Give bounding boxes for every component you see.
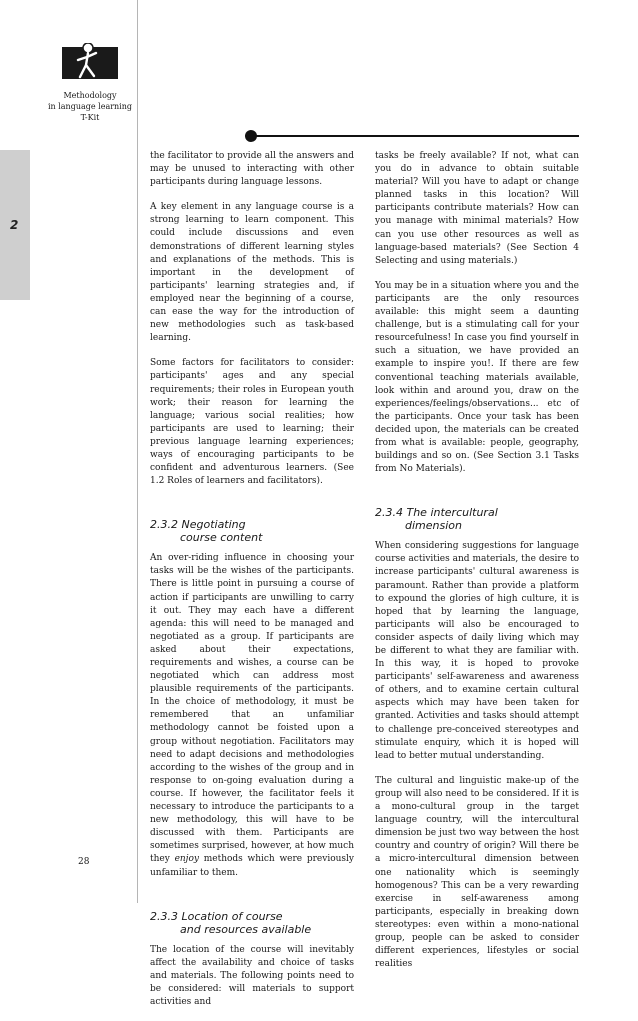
heading-2-3-2-line1: 2.3.2 Negotiating	[150, 518, 246, 532]
heading-2-3-4-line2: dimension	[405, 519, 462, 533]
header-rule-line	[255, 135, 579, 137]
chapter-number: 2	[10, 218, 19, 232]
right-paragraph-1: tasks be freely available? If not, what can you do in advance to obtain suitable material? Will you have to adapt or change planned tasks in this location? Will participants contribute materials? How can you manage with minimal materials? How can you use other resources as well as language-based materials? (See Section 4 Selecting and using materials.)	[375, 151, 579, 266]
page-number: 28	[78, 857, 90, 867]
paragraph-4-text-a: An over-riding influence in choosing your tasks will be the wishes of the participants. There is little point in pursuing a course of action if participants are unwilling to carry it out. They may each have a different agenda: this will need to be managed and negotiated as a group. If participants are asked about their expectations, requirements and wishes, a course can be negotiated which can address most plausible requirements of the participants. In the choice of methodology, it must be remembered that an unfamiliar methodology cannot be foisted upon a group without negotiation. Facilitators may need to adapt decisions and methodologies according to the wishes of the group and in response to on-going evaluation during a course. If however, the facilitator feels it necessary to introduce the participants to a new methodology, this will have to be discussed with them. Participants are sometimes surprised, however, at how much they	[150, 553, 354, 865]
left-paragraph-2: A key element in any language course is a strong learning to learn component. This could include discussions and even demonstrations of different learning styles and explanations of the methods. This is important in the development of participants' learning strategies and, if employed near the beginning of a course, can ease the way for the introduction of new methodologies such as task-based learning.	[150, 202, 354, 344]
right-paragraph-3: When considering suggestions for language course activities and materials, the desire to increase participants' cultural awareness is paramount. Rather than provide a platform to expound the glories of high culture, it is hoped that by learning the language, participants will also be encouraged to consider aspects of daily living which may be different to what they are familiar with. In this way, it is hoped to provoke participants' self-awareness and awareness of others, and to examine certain cultural aspects which may have been taken for granted. Activities and tasks should attempt to challenge pre-conceived stereotypes and stimulate enquiry, which it is hoped will lead to better mutual understanding.	[375, 541, 579, 761]
heading-2-3-4-line1: 2.3.4 The intercultural	[375, 506, 498, 520]
left-text-column	[150, 150, 354, 1021]
section-heading-2-3-4	[375, 506, 579, 532]
t-kit-caption	[42, 90, 138, 123]
t-kit-logo-icon	[62, 43, 118, 81]
kit-caption-line2: in language learning	[47, 102, 133, 111]
kit-caption-line1: Methodology	[63, 91, 117, 100]
paragraph-4-emphasis: enjoy	[174, 854, 199, 865]
left-paragraph-1: the facilitator to provide all the answers and may be unused to interacting with other participants during language lessons.	[150, 151, 354, 188]
section-heading-2-3-2	[150, 518, 354, 544]
margin-divider-line	[137, 0, 138, 903]
paragraph-4-text-b: methods which were previously unfamiliar to them.	[150, 854, 354, 878]
left-paragraph-5: The location of the course will inevitably affect the availability and choice of tasks and materials. The following points need to be considered: will materials to support activities and	[150, 944, 354, 1007]
section-heading-2-3-3	[150, 910, 354, 936]
right-paragraph-2: You may be in a situation where you and the participants are the only resources available: this might seem a daunting challenge, but is a stimulating call for your resourcefulness! In case you find yourself in such a situation, we have provided an example to inspire you!. If there are few conventional teaching materials available, look within and around you, draw on the experiences/feelings/observations... etc of the participants. Once your task has been decided upon, the materials can be created from what is available: people, geography, buildings and so on. (See Section 3.1 Tasks from No Materials).	[375, 280, 579, 475]
heading-2-3-2-line2: course content	[180, 531, 263, 545]
heading-2-3-3-line2: and resources available	[180, 922, 312, 936]
right-paragraph-4: The cultural and linguistic make-up of the group will also need to be considered. If it is a mono-cultural group in the target language country, will the intercultural dimension be just two way between the host country and country of origin? Will there be a micro-intercultural dimension between one nationality which is seemingly homogenous? This can be a very rewarding exercise in self-awareness among participants, especially in breaking down stereotypes: even within a mono-national group, people can be asked to consider different experiences, lifestyles or social realities	[375, 775, 579, 970]
left-paragraph-3: Some factors for facilitators to consider: participants' ages and any special requirements; their roles in European youth work; their reason for learning the language; various social realities; how participants are used to learning; their previous language learning experiences; ways of encouraging participants to be confident and adventurous learners. (See 1.2 Roles of learners and facilitators).	[150, 358, 354, 487]
heading-2-3-3-line1: 2.3.3 Location of course	[150, 909, 283, 923]
right-text-column	[375, 150, 579, 983]
kit-caption-line3: T-Kit	[80, 113, 100, 122]
left-paragraph-4	[150, 552, 354, 879]
